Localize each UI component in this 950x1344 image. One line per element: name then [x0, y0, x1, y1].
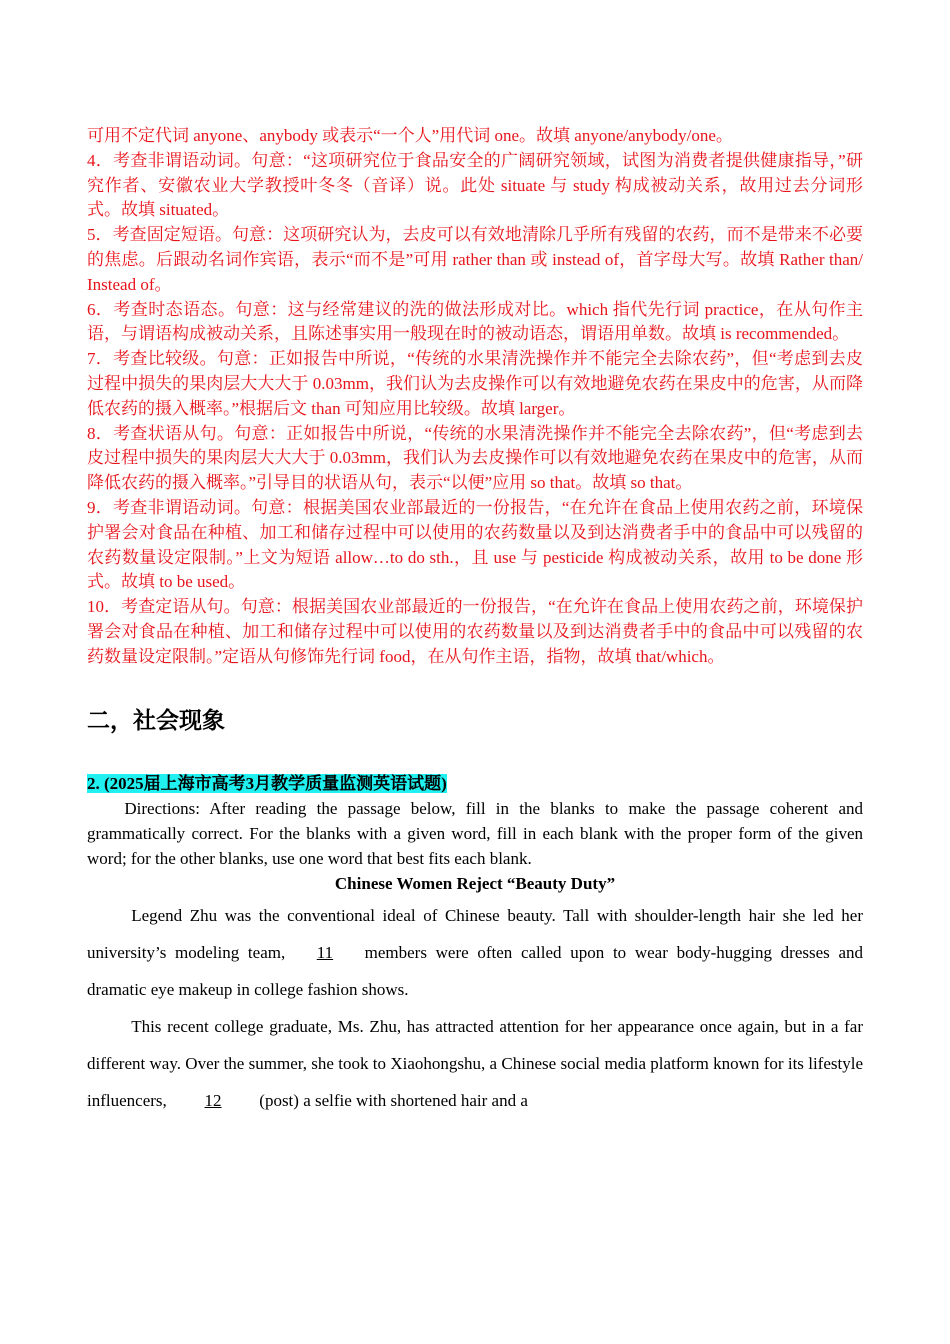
- passage-paragraph-1: Legend Zhu was the conventional ideal of Chinese beauty. Tall with shoulder-length hair she led her university’s modeling team, 11 members were often called upon to wear body-hugging dresses and dramatic eye makeup in college fashion shows.: [87, 905, 863, 999]
- blank-12[interactable]: 12: [204, 1090, 222, 1110]
- answer-item-5: 5．考查固定短语。句意：这项研究认为，去皮可以有效地清除几乎所有残留的农药，而不是带来不必要的焦虑。后跟动名词作宾语，表示“而不是”可用 rather than 或 instead of，首字母大写。故填 Rather than/ Instead of。: [87, 225, 863, 294]
- answer-explanations: [87, 124, 863, 670]
- answer-item-4: 4．考查非谓语动词。句意：“这项研究位于食品安全的广阔研究领域，试图为消费者提供健康指导，”研究作者、安徽农业大学教授叶冬冬（音译）说。此处 situate 与 study 构成被动关系，故用过去分词形式。故填 situated。: [87, 150, 863, 220]
- passage-title: Chinese Women Reject “Beauty Duty”: [334, 873, 616, 893]
- question-source: (2025届上海市高考3月教学质量监测英语试题): [104, 773, 447, 793]
- question-number: 2.: [87, 773, 100, 793]
- answer-item-6: 6．考查时态语态。句意：这与经常建议的洗的做法形成对比。which 指代先行词 practice，在从句作主语，与谓语构成被动关系，且陈述事实用一般现在时的被动语态，谓语用单数。故填 is recommended。: [87, 299, 863, 344]
- answer-item-7: 7．考查比较级。句意：正如报告中所说，“传统的水果清洗操作并不能完全去除农药”，但“考虑到去皮过程中损失的果肉层大大大于 0.03mm，我们认为去皮操作可以有效地避免农药在果皮中的危害，从而降低农药的摄入概率。”根据后文 than 可知应用比较级。故填 larger。: [87, 349, 863, 418]
- passage-paragraph-2: This recent college graduate, Ms. Zhu, has attracted attention for her appearance once again, but in a far different way. Over the summer, she took to Xiaohongshu, a Chinese social media platform known for its lifestyle influencers, 12 (post) a selfie with shortened hair and a: [87, 1008, 863, 1119]
- passage-body: [87, 897, 863, 1119]
- answer-item-8: 8．考查状语从句。句意：正如报告中所说，“传统的水果清洗操作并不能完全去除农药”，但“考虑到去皮过程中损失的果肉层大大大于 0.03mm，我们认为去皮操作可以有效地避免农药在果皮中的危害，从而降低农药的摄入概率。”引导目的状语从句，表示“以便”应用 so that。故填 so that。: [87, 423, 863, 493]
- directions-text: Directions: After reading the passage below, fill in the blanks to make the passage coherent and grammatically correct. For the blanks with a given word, fill in each blank with the proper form of the given word; for the other blanks, use one word that best fits each blank.: [87, 798, 863, 868]
- blank-11[interactable]: 11: [316, 942, 334, 962]
- answer-item-10: 10．考查定语从句。句意：根据美国农业部最近的一份报告，“在允许在食品上使用农药之前，环境保护署会对食品在种植、加工和储存过程中可以使用的农药数量以及到达消费者手中的食品中可以残留的农药数量设定限制。”定语从句修饰先行词 food，在从句作主语，指物，故填 that/which。: [87, 597, 863, 666]
- answer-item-3-tail: 可用不定代词 anyone、anybody 或表示“一个人”用代词 one。故填 anyone/anybody/one。: [87, 126, 733, 145]
- answer-item-9: 9．考查非谓语动词。句意：根据美国农业部最近的一份报告，“在允许在食品上使用农药之前，环境保护署会对食品在种植、加工和储存过程中可以使用的农药数量以及到达消费者手中的食品中可以残留的农药数量设定限制。”上文为短语 allow…to do sth.，且 use 与 pesticide 构成被动关系，故用 to be done 形式。故填 to be used。: [87, 497, 863, 592]
- section-heading: 二，社会现象: [87, 707, 225, 734]
- question-header: [87, 772, 863, 796]
- document-page: [87, 124, 863, 1119]
